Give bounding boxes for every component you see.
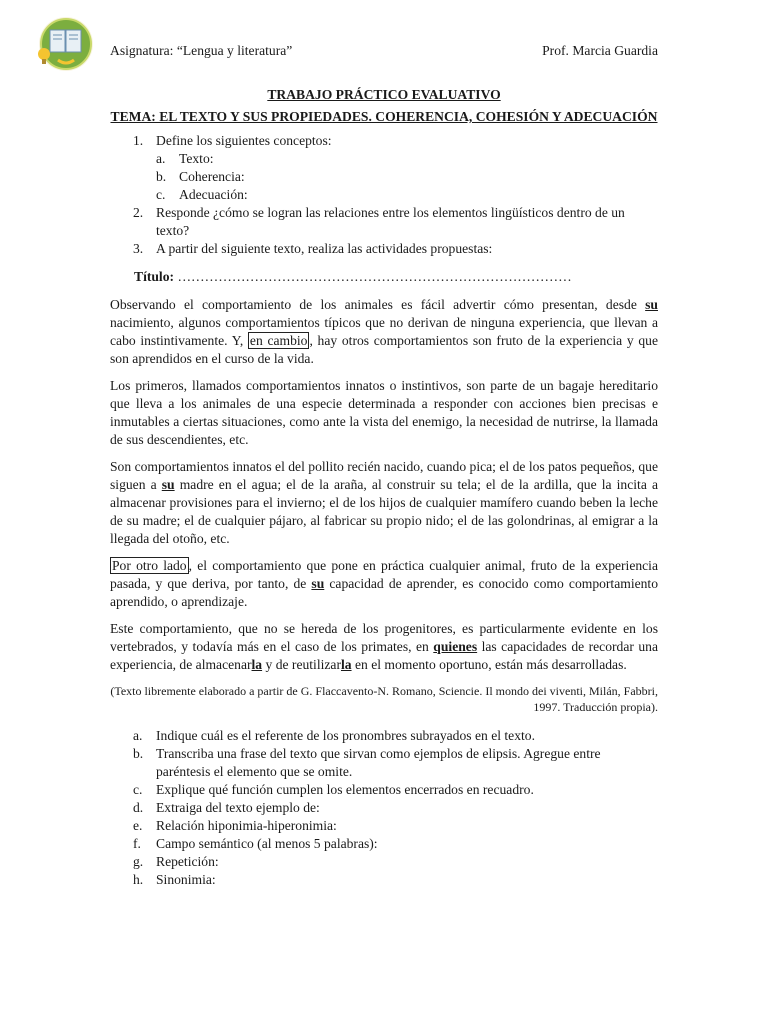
- question-item: [110, 240, 658, 258]
- activity-text: Relación hiponimia-hiperonimia:: [156, 818, 337, 833]
- concept-letter: c.: [156, 187, 166, 202]
- underlined-pronoun: su: [311, 576, 325, 591]
- concept-letter: a.: [156, 151, 166, 166]
- activity-item: [110, 799, 658, 817]
- concept-text: Coherencia:: [179, 169, 245, 184]
- activity-text: Extraiga del texto ejemplo de:: [156, 800, 320, 815]
- activity-letter: h.: [133, 872, 144, 887]
- teacher-label: Prof. Marcia Guardia: [542, 43, 658, 58]
- document-title: TRABAJO PRÁCTICO EVALUATIVO: [267, 87, 501, 102]
- titulo-dots: ……………………………………………………………………………: [177, 269, 572, 284]
- activity-letter: a.: [133, 728, 143, 743]
- text-span: capacidad de aprender, es conocido como comportamiento aprendido, o aprendizaje.: [110, 576, 658, 609]
- text-span: Observando el comportamiento de los animales es fácil advertir cómo presentan, desde: [110, 297, 646, 312]
- question-number: 1.: [133, 133, 144, 148]
- activity-item: [110, 871, 658, 889]
- text-span: madre en el agua; el de la araña, al construir su tela; el de la ardilla, que la incita a almacenar provisiones para el invierno; el de los hijos de cualquier mamífero cuando beben la leche de su madre; el de cualquier pájaro, al fabricar su propio nido; el de las golondrinas, al emigrar a la llegada del otoño, etc.: [110, 477, 658, 546]
- boxed-connector: Por otro lado: [112, 558, 187, 573]
- concept-item: [156, 168, 658, 186]
- question-number: 3.: [133, 241, 144, 256]
- text-paragraph-3: [110, 458, 658, 548]
- text-paragraph-5: [110, 620, 658, 674]
- titulo-line: [134, 268, 658, 286]
- concepts-list: [156, 150, 658, 204]
- underlined-pronoun: quienes: [433, 639, 478, 654]
- activity-letter: g.: [133, 854, 144, 869]
- question-text: Define los siguientes conceptos:: [156, 133, 332, 148]
- text-span: en el momento oportuno, están más desarrolladas.: [351, 657, 627, 672]
- concept-letter: b.: [156, 169, 167, 184]
- concept-text: Adecuación:: [179, 187, 248, 202]
- text-paragraph-1: [110, 296, 658, 368]
- activity-text: Explique qué función cumplen los elementos encerrados en recuadro.: [156, 782, 534, 797]
- activity-item: [110, 817, 658, 835]
- underlined-pronoun: la: [251, 657, 263, 672]
- underlined-pronoun: su: [645, 297, 658, 312]
- titulo-label: Título:: [134, 269, 175, 284]
- activity-item: [110, 781, 658, 799]
- citation: (Texto libremente elaborado a partir de G. Flaccavento-N. Romano, Sciencie. Il mondo dei viventi, Milán, Fabbri, 1997. Traducción propia).: [110, 684, 658, 714]
- question-text: Responde ¿cómo se logran las relaciones entre los elementos lingüísticos dentro de un texto?: [156, 205, 625, 238]
- questions-list: [110, 132, 658, 258]
- activity-text: Transcriba una frase del texto que sirvan como ejemplos de elipsis. Agregue entre paréntesis el elemento que se omite.: [156, 746, 601, 779]
- activity-text: Campo semántico (al menos 5 palabras):: [156, 836, 378, 851]
- text-span: las capacidades de recordar una experiencia, de almacenar: [110, 639, 659, 672]
- text-span: Este comportamiento, que no se hereda de los progenitores, es particularmente evidente en los vertebrados, y todavía más en el caso de los primates, en: [110, 621, 658, 654]
- activities-list: [110, 727, 658, 889]
- question-text: A partir del siguiente texto, realiza las actividades propuestas:: [156, 241, 493, 256]
- underlined-pronoun: la: [340, 657, 352, 672]
- activity-item: [110, 745, 658, 781]
- underlined-pronoun: su: [161, 477, 175, 492]
- document-body: [110, 86, 658, 889]
- activity-item: [110, 835, 658, 853]
- text-span: Son comportamientos innatos el del pollito recién nacido, cuando pica; el de los patos pequeños, que siguen a: [110, 459, 658, 492]
- question-item: [110, 204, 658, 240]
- text-paragraph-2: Los primeros, llamados comportamientos innatos o instintivos, son parte de un bagaje hereditario que lleva a los animales de una especie determinada a responder con acciones bien precisas e inmutables a ciertas situaciones, como ante la vista del enemigo, la necesidad de nutrirse, la llamada de sus descendientes, etc.: [110, 378, 658, 447]
- activity-letter: d.: [133, 800, 144, 815]
- text-span: y de reutilizar: [262, 657, 341, 672]
- concept-text: Texto:: [179, 151, 214, 166]
- question-item: [110, 132, 658, 204]
- document-theme: TEMA: EL TEXTO Y SUS PROPIEDADES. COHERENCIA, COHESIÓN Y ADECUACIÓN: [110, 109, 658, 124]
- question-number: 2.: [133, 205, 144, 220]
- activity-letter: b.: [133, 746, 144, 761]
- boxed-connector: en cambio: [249, 333, 308, 348]
- text-span: , el comportamiento que pone en práctica cualquier animal, fruto de la experiencia pasada, y que deriva, por tanto, de: [110, 558, 658, 591]
- text-span: nacimiento, algunos comportamientos típicos que no derivan de ninguna experiencia, que llevan a cabo instintivamente. Y,: [110, 315, 658, 348]
- activity-text: Repetición:: [156, 854, 219, 869]
- concept-item: [156, 150, 658, 168]
- activity-letter: e.: [133, 818, 143, 833]
- activity-item: [110, 853, 658, 871]
- activity-letter: c.: [133, 782, 143, 797]
- concept-item: [156, 186, 658, 204]
- text-paragraph-4: [110, 557, 658, 611]
- school-logo: [32, 16, 96, 76]
- activity-item: [110, 727, 658, 745]
- subject-label: Asignatura: “Lengua y literatura”: [110, 43, 293, 58]
- activity-text: Sinonimia:: [156, 872, 216, 887]
- text-span: , hay otros comportamientos son fruto de la experiencia y que son aprendidos en el curso de la vida.: [110, 333, 659, 366]
- activity-letter: f.: [133, 836, 141, 851]
- activity-text: Indique cuál es el referente de los pronombres subrayados en el texto.: [156, 728, 535, 743]
